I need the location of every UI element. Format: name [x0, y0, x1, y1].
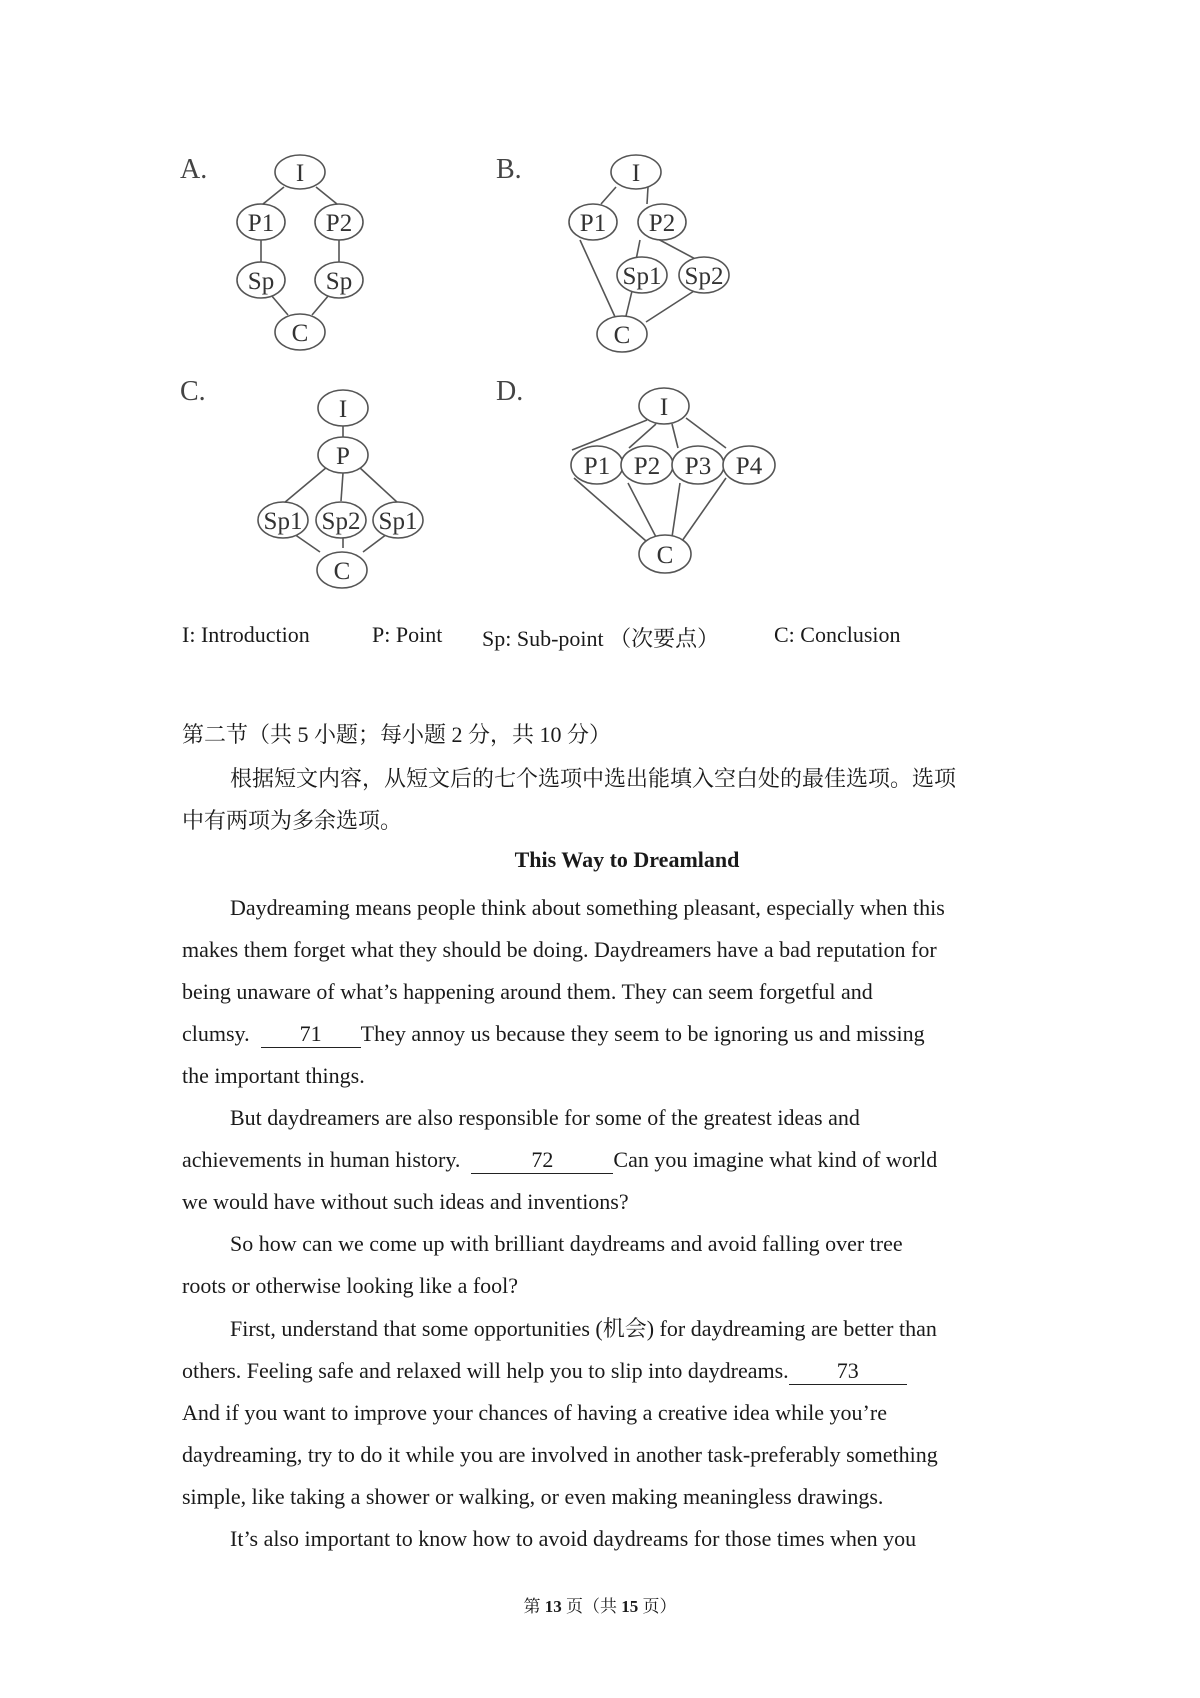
text-line: being unaware of what’s happening around them. They can seem forgetful and: [182, 979, 873, 1004]
text-fragment: others. Feeling safe and relaxed will help you to slip into daydreams.: [182, 1358, 789, 1383]
diagram-c: [180, 372, 440, 602]
text-fragment: Can you imagine what kind of world: [613, 1147, 938, 1172]
passage-title: This Way to Dreamland: [514, 847, 740, 872]
node-c-c-text: C: [333, 558, 351, 585]
text-fragment: clumsy.: [182, 1021, 250, 1046]
page-total: 15: [621, 1597, 639, 1616]
blank-72: 72: [471, 1147, 613, 1174]
diagram-b: [496, 150, 756, 370]
node-c-sp3-text: Sp1: [378, 508, 418, 535]
text-line: daydreaming, try to do it while you are involved in another task-preferably something: [182, 1442, 938, 1467]
node-b-c-text: C: [613, 322, 631, 349]
node-c-sp2-text: Sp2: [321, 508, 361, 535]
node-d-p1-text: P1: [583, 453, 611, 480]
blank-71: 71: [261, 1021, 361, 1048]
legend-subpoint: Sp: Sub-point （次要点）: [482, 626, 720, 651]
paragraph-4: [182, 1308, 1022, 1518]
node-c-i-text: I: [338, 396, 348, 423]
node-d-p3-text: P3: [684, 453, 712, 480]
diagram-b-label: B.: [496, 154, 522, 185]
node-d-i-text: I: [659, 394, 669, 421]
text-line: roots or otherwise looking like a fool?: [182, 1273, 519, 1298]
text-line: [182, 1139, 1022, 1181]
node-d-p2-text: P2: [633, 453, 661, 480]
diagram-c-label: C.: [180, 376, 206, 407]
node-d-c-text: C: [656, 542, 674, 569]
diagram-d: [496, 372, 796, 582]
node-a-c-text: C: [291, 320, 309, 347]
instruction-line: 根据短文内容，从短文后的七个选项中选出能填入空白处的最佳选项。选项: [230, 766, 957, 791]
text-line: And if you want to improve your chances of having a creative idea while you’re: [182, 1400, 887, 1425]
text-fragment: They annoy us because they seem to be ignoring us and missing: [360, 1021, 925, 1046]
node-c-sp1-text: Sp1: [263, 508, 303, 535]
text-line: the important things.: [182, 1063, 365, 1088]
footer-prefix: 第: [523, 1597, 541, 1616]
text-line: [182, 1350, 1022, 1392]
footer-suffix: 页）: [642, 1597, 677, 1616]
node-a-sp2-text: Sp: [325, 268, 353, 295]
paragraph-1: [182, 887, 1022, 1097]
paragraph-5: [182, 1518, 1022, 1560]
diagram-d-label: D.: [496, 376, 524, 407]
section-heading: 第二节（共 5 小题；每小题 2 分，共 10 分）: [182, 722, 612, 747]
node-d-p4-text: P4: [735, 453, 763, 480]
node-b-sp2-text: Sp2: [684, 263, 724, 290]
node-b-sp1-text: Sp1: [622, 263, 662, 290]
text-line: It’s also important to know how to avoid daydreams for those times when you: [230, 1526, 917, 1551]
text-line: makes them forget what they should be doing. Daydreamers have a bad reputation for: [182, 937, 937, 962]
text-line: First, understand that some opportunities (机会) for daydreaming are better than: [230, 1316, 937, 1341]
paragraph-3: [182, 1223, 1022, 1307]
node-a-p2-text: P2: [325, 210, 353, 237]
node-a-sp1-text: Sp: [247, 268, 275, 295]
text-line: Daydreaming means people think about something pleasant, especially when this: [230, 895, 945, 920]
text-line: we would have without such ideas and inventions?: [182, 1189, 629, 1214]
diagram-a: [180, 150, 440, 370]
page-footer: [0, 1592, 1200, 1617]
footer-middle: 页（共: [566, 1597, 617, 1616]
section-instruction: [182, 758, 1022, 842]
paragraph-2: [182, 1097, 1022, 1223]
legend-point: P: Point: [372, 622, 443, 647]
node-b-i-text: I: [631, 160, 641, 187]
legend-conclusion: C: Conclusion: [774, 622, 901, 647]
legend-introduction: I: Introduction: [182, 622, 310, 647]
text-line: But daydreamers are also responsible for some of the greatest ideas and: [230, 1105, 860, 1130]
node-b-p1-text: P1: [579, 210, 607, 237]
text-fragment: achievements in human history.: [182, 1147, 461, 1172]
text-line: [182, 1013, 1022, 1055]
node-c-p-text: P: [336, 443, 350, 470]
instruction-line: 中有两项为多余选项。: [182, 808, 403, 833]
node-a-p1-text: P1: [247, 210, 275, 237]
node-b-p2-text: P2: [648, 210, 676, 237]
page-number: 13: [544, 1597, 562, 1616]
blank-73: 73: [789, 1358, 907, 1385]
diagram-a-label: A.: [180, 154, 208, 185]
node-a-i-text: I: [295, 160, 305, 187]
text-line: simple, like taking a shower or walking, or even making meaningless drawings.: [182, 1484, 884, 1509]
text-line: So how can we come up with brilliant daydreams and avoid falling over tree: [230, 1231, 903, 1256]
